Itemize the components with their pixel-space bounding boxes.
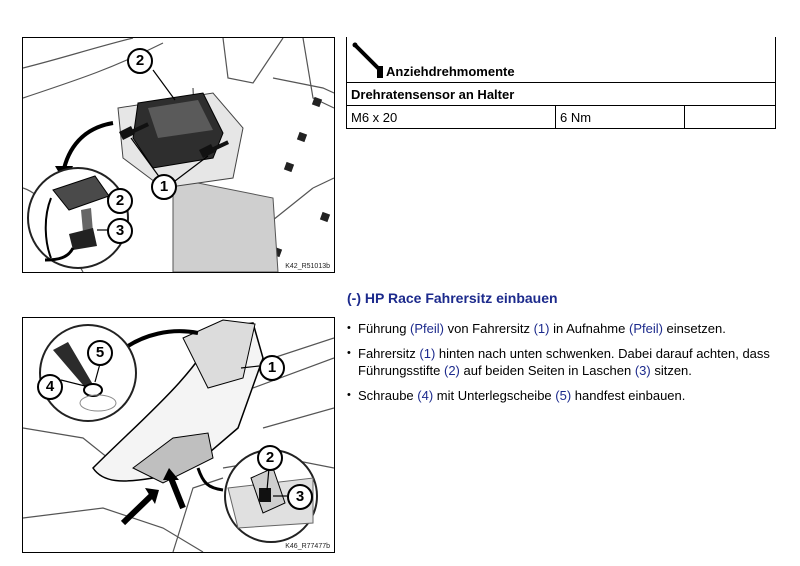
torque-value: 6 Nm <box>556 106 685 129</box>
step-text: Fahrersitz <box>358 346 420 361</box>
reference-mark: (Pfeil) <box>410 321 444 336</box>
callout-label: 2 <box>135 52 145 69</box>
step-text: Führung <box>358 321 411 336</box>
step-text: einsetzen. <box>662 321 726 336</box>
torque-heading: Anziehdrehmomente <box>386 64 515 79</box>
reference-mark: (3) <box>634 363 651 378</box>
step-text: in Aufnahme <box>549 321 629 336</box>
callout-5 <box>87 340 113 366</box>
callout-label: 2 <box>265 449 275 466</box>
step-text: von Fahrersitz <box>444 321 534 336</box>
torque-extra <box>685 106 776 129</box>
reference-mark: (1) <box>419 346 436 361</box>
step-text: hinten nach unten schwenken. Dabei darauf achten, dass Führungsstifte <box>358 346 770 378</box>
figure-sensor-mounting <box>22 37 335 273</box>
step-text: sitzen. <box>650 363 692 378</box>
callout-label: 2 <box>115 192 125 209</box>
step-text: mit Unterlegscheibe <box>433 388 556 403</box>
callout-3 <box>107 218 133 244</box>
step-text: Schraube <box>358 388 418 403</box>
callout-2 <box>127 48 153 74</box>
reference-mark: (2) <box>444 363 460 378</box>
callout-label: 5 <box>95 344 105 361</box>
list-item <box>346 345 776 379</box>
reference-mark: (5) <box>555 388 572 403</box>
callout-4 <box>37 374 63 400</box>
callout-label: 3 <box>115 222 125 239</box>
figure-code: K46_R77477b <box>285 543 330 550</box>
callout-label: 1 <box>267 359 277 376</box>
torque-wrench-icon <box>351 42 385 80</box>
torque-spec: M6 x 20 <box>347 106 556 129</box>
callout-1 <box>151 174 177 200</box>
callout-2 <box>107 188 133 214</box>
callout-1 <box>259 355 285 381</box>
reference-mark: (4) <box>417 388 434 403</box>
table-row <box>347 106 776 129</box>
figure-code: K42_R51013b <box>285 263 330 270</box>
callout-2 <box>257 445 283 471</box>
callout-3 <box>287 484 313 510</box>
seat-illustration <box>23 318 334 552</box>
torque-table <box>346 37 776 129</box>
reference-mark: (1) <box>533 321 550 336</box>
callout-label: 4 <box>45 378 55 395</box>
reference-mark: (Pfeil) <box>628 321 663 336</box>
section-title: (-) HP Race Fahrersitz einbauen <box>347 290 558 306</box>
sensor-illustration <box>23 38 334 272</box>
list-item <box>346 387 776 404</box>
callout-label: 3 <box>295 488 305 505</box>
torque-header-cell <box>347 37 776 83</box>
step-list <box>346 320 776 412</box>
torque-table-title: Drehratensensor an Halter <box>347 83 776 106</box>
step-text: auf beiden Seiten in Laschen <box>459 363 635 378</box>
figure-seat-install <box>22 317 335 553</box>
callout-label: 1 <box>159 178 169 195</box>
list-item <box>346 320 776 337</box>
step-text: handfest einbauen. <box>571 388 686 403</box>
